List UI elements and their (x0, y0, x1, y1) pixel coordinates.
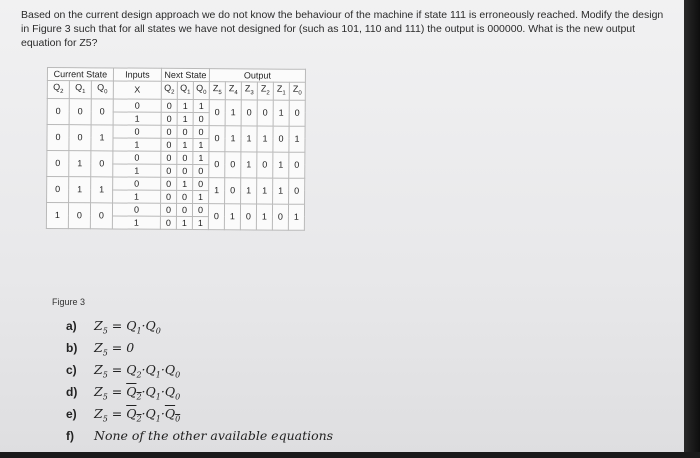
table-row (47, 150, 305, 165)
output-cell: 1 (273, 152, 289, 178)
header-current-state: Current State (47, 68, 113, 81)
next-state-cell: 0 (193, 177, 209, 190)
output-cell: 1 (241, 126, 257, 152)
next-state-cell: 1 (177, 99, 193, 112)
current-state-cell: 0 (47, 98, 69, 124)
answer-option (66, 406, 333, 428)
current-state-cell: 1 (69, 176, 91, 202)
next-state-cell: 0 (161, 164, 177, 177)
output-cell: 0 (272, 204, 288, 230)
column-header: $Q_1$ (177, 81, 193, 99)
table-row (46, 202, 304, 217)
column-header: $Q_2$ (47, 81, 69, 99)
next-state-cell: 0 (161, 190, 177, 203)
option-label: c) (66, 363, 77, 377)
output-cell: 0 (289, 100, 305, 126)
output-cell: 1 (288, 204, 304, 230)
answer-option (66, 340, 333, 362)
table-row (47, 124, 305, 139)
next-state-cell: 0 (192, 203, 208, 216)
column-header: $Q_0$ (91, 81, 113, 99)
input-cell: 1 (113, 190, 161, 203)
output-cell: 0 (240, 204, 256, 230)
next-state-cell: 1 (193, 99, 209, 112)
option-equation: $Z_5 = Q_1\cdot Q_0$ (94, 318, 161, 336)
next-state-cell: 0 (161, 125, 177, 138)
header-inputs: Inputs (113, 68, 161, 81)
next-state-cell: 0 (193, 125, 209, 138)
output-cell: 0 (209, 99, 225, 125)
next-state-cell: 0 (177, 125, 193, 138)
current-state-cell: 0 (69, 124, 91, 150)
column-header: $Q_2$ (161, 81, 177, 99)
table-row (47, 98, 305, 113)
output-cell: 0 (289, 178, 305, 204)
output-cell: 0 (209, 151, 225, 177)
column-header: $Z_4$ (225, 82, 241, 100)
answer-option (66, 318, 333, 340)
column-header: X (113, 81, 161, 99)
monitor-bezel-bottom (0, 452, 700, 458)
question-text: Based on the current design approach we do not know the behaviour of the machine if state 111 is erroneously reached. Modify the design in Figure 3 such that for all states we have not designed for (such as 101, 110 and 111) the output is 000000. What is the new output equation for Z5? (21, 9, 664, 49)
column-header: $Q_1$ (69, 81, 91, 99)
column-header: $Z_5$ (209, 82, 225, 100)
output-cell: 1 (257, 178, 273, 204)
column-header: $Z_0$ (289, 82, 305, 100)
input-cell: 1 (113, 164, 161, 177)
output-cell: 1 (209, 177, 225, 203)
input-cell: 0 (112, 203, 160, 216)
next-state-cell: 1 (176, 216, 192, 229)
next-state-cell: 0 (160, 203, 176, 216)
input-cell: 0 (113, 125, 161, 138)
current-state-cell: 1 (69, 150, 91, 176)
state-transition-table (46, 67, 306, 231)
next-state-cell: 1 (193, 190, 209, 203)
next-state-cell: 0 (193, 164, 209, 177)
output-cell: 0 (273, 126, 289, 152)
column-header: $Q_0$ (193, 82, 209, 100)
figure-3-table (46, 67, 306, 231)
output-cell: 1 (256, 204, 272, 230)
output-cell: 0 (241, 100, 257, 126)
option-equation: $Z_5 = 0$ (94, 340, 135, 358)
option-label: e) (66, 407, 77, 421)
next-state-cell: 0 (177, 190, 193, 203)
figure-caption: Figure 3 (52, 297, 86, 307)
next-state-cell: 1 (177, 138, 193, 151)
next-state-cell: 0 (177, 151, 193, 164)
current-state-cell: 0 (90, 203, 112, 229)
current-state-cell: 0 (69, 98, 91, 124)
current-state-cell: 0 (47, 150, 69, 176)
input-cell: 1 (112, 216, 160, 229)
answer-option (66, 428, 333, 445)
current-state-cell: 1 (46, 202, 68, 228)
output-cell: 1 (225, 100, 241, 126)
next-state-cell: 0 (160, 216, 176, 229)
option-equation: None of the other available equations (94, 428, 334, 443)
next-state-cell: 1 (193, 138, 209, 151)
option-label: b) (66, 341, 78, 355)
next-state-cell: 1 (192, 216, 208, 229)
output-cell: 1 (289, 126, 305, 152)
current-state-cell: 1 (91, 125, 113, 151)
option-label: f) (66, 429, 74, 443)
next-state-cell: 0 (161, 112, 177, 125)
table-row (47, 176, 305, 191)
output-cell: 1 (257, 126, 273, 152)
next-state-cell: 1 (177, 112, 193, 125)
option-label: d) (66, 385, 78, 399)
output-cell: 0 (225, 178, 241, 204)
output-cell: 0 (208, 203, 224, 229)
header-next-state: Next State (161, 68, 209, 81)
output-cell: 1 (225, 126, 241, 152)
current-state-cell: 0 (47, 176, 69, 202)
next-state-cell: 0 (161, 99, 177, 112)
output-cell: 0 (257, 152, 273, 178)
current-state-cell: 0 (91, 99, 113, 125)
column-header: $Z_2$ (257, 82, 273, 100)
header-output: Output (209, 69, 305, 83)
next-state-cell: 0 (161, 138, 177, 151)
output-cell: 1 (241, 152, 257, 178)
answer-option (66, 362, 333, 384)
output-cell: 1 (241, 178, 257, 204)
answer-options (66, 318, 333, 445)
next-state-cell: 1 (177, 177, 193, 190)
next-state-cell: 0 (161, 177, 177, 190)
input-cell: 0 (113, 151, 161, 164)
output-cell: 1 (273, 100, 289, 126)
option-equation: $Z_5 = \overline{Q}_2\cdot Q_1\cdot Q_0$ (94, 384, 181, 402)
option-label: a) (66, 319, 77, 333)
option-equation: $Z_5 = Q_2\cdot Q_1\cdot Q_0$ (94, 362, 181, 380)
next-state-cell: 0 (176, 203, 192, 216)
input-cell: 1 (113, 138, 161, 151)
input-cell: 0 (113, 177, 161, 190)
answer-option (66, 384, 333, 406)
next-state-cell: 1 (193, 151, 209, 164)
output-cell: 1 (273, 178, 289, 204)
next-state-cell: 0 (193, 112, 209, 125)
current-state-cell: 1 (91, 177, 113, 203)
output-cell: 0 (257, 100, 273, 126)
column-header: $Z_3$ (241, 82, 257, 100)
output-cell: 0 (209, 125, 225, 151)
next-state-cell: 0 (161, 151, 177, 164)
current-state-cell: 0 (47, 124, 69, 150)
option-equation: $Z_5 = \overline{Q}_2\cdot Q_1\cdot\overline{Q}_0$ (94, 406, 181, 424)
output-cell: 1 (224, 204, 240, 230)
output-cell: 0 (289, 152, 305, 178)
input-cell: 0 (113, 99, 161, 112)
monitor-bezel (684, 0, 700, 458)
column-header: $Z_1$ (273, 82, 289, 100)
next-state-cell: 0 (177, 164, 193, 177)
output-cell: 0 (225, 152, 241, 178)
current-state-cell: 0 (68, 202, 90, 228)
input-cell: 1 (113, 112, 161, 125)
current-state-cell: 0 (91, 151, 113, 177)
